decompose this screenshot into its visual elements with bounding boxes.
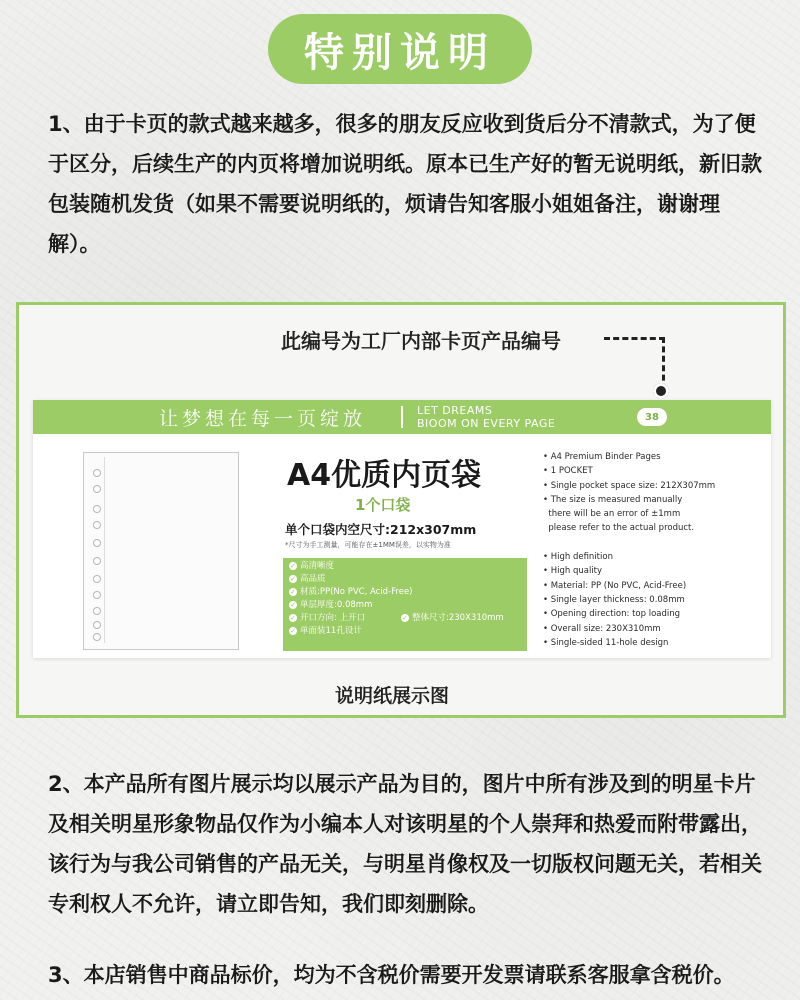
spec-list (543, 450, 763, 650)
feature-item: ✓ 高品质 (290, 574, 326, 584)
slogan-chinese: 让梦想在每一页绽放 (159, 407, 367, 430)
check-icon: ✓ (290, 587, 296, 596)
punch-hole-icon (93, 557, 101, 565)
spec-line: • The size is measured manually (543, 494, 683, 505)
feature-item: ✓ 材质:PP(No PVC, Acid-Free) (290, 587, 413, 597)
spec-line: • Opening direction: top loading (543, 609, 681, 620)
check-icon: ✓ (290, 626, 296, 635)
check-icon: ✓ (290, 561, 296, 570)
spec-line: • Overall size: 230X310mm (543, 623, 661, 634)
feature-item: ✓ 单层厚度:0.08mm (290, 600, 373, 610)
callout-label: 此编号为工厂内部卡页产品编号 (281, 329, 561, 353)
spec-line: • High quality (543, 566, 603, 577)
punch-hole-icon (93, 633, 101, 641)
product-size: 单个口袋内空尺寸:212x307mm (285, 522, 477, 537)
product-code-badge: 38 (637, 408, 667, 426)
spec-line: • Material: PP (No PVC, Acid-Free) (543, 580, 687, 591)
feature-box (283, 558, 527, 651)
spec-line: please refer to the actual product. (543, 523, 695, 534)
punched-strip (90, 457, 105, 643)
check-icon: ✓ (290, 613, 296, 622)
feature-item: ✓ 整体尺寸:230X310mm (402, 613, 504, 623)
page-title: 特别说明 (268, 14, 532, 84)
product-subtitle: 1个口袋 (355, 496, 411, 514)
punch-hole-icon (93, 485, 101, 493)
spec-line: there will be an error of ±1mm (543, 509, 681, 520)
spec-line: • High definition (543, 552, 613, 563)
callout-leader-line (604, 337, 665, 390)
punch-hole-icon (93, 607, 101, 615)
product-title: A4优质内页袋 (287, 458, 482, 493)
spec-spacer (543, 536, 763, 550)
punch-hole-icon (93, 591, 101, 599)
slogan-english-line-1: LET DREAMS (417, 404, 493, 417)
showcase-caption: 说明纸展示图 (335, 685, 450, 707)
card-header-band (33, 400, 771, 434)
spec-line: • Single layer thickness: 0.08mm (543, 594, 685, 605)
punch-hole-icon (93, 621, 101, 629)
check-icon: ✓ (402, 613, 408, 622)
note-paragraph-3: 3、本店销售中商品标价，均为不含税价需要开发票请联系客服拿含税价。 (48, 963, 735, 987)
binder-sheet-illustration (83, 452, 239, 650)
callout-marker-dot (653, 383, 669, 399)
check-icon: ✓ (290, 574, 296, 583)
note-paragraph-2: 2、本产品所有图片展示均以展示产品为目的，图片中所有涉及到的明星卡片及相关明星形象物品仅作为小编本人对该明星的个人崇拜和热爱而附带露出，该行为与我公司销售的产品无关，与明星肖像权及一切版权问题无关，若相关专利权人不允许，请立即告知，我们即刻删除。 (48, 772, 762, 916)
spec-line: • Single-sided 11-hole design (543, 637, 669, 648)
sample-showcase (16, 302, 786, 718)
punch-hole-icon (93, 539, 101, 547)
check-icon: ✓ (290, 600, 296, 609)
slogan-english-line-2: BIOOM ON EVERY PAGE (417, 417, 556, 430)
spec-line: • 1 POCKET (543, 466, 593, 477)
punch-hole-icon (93, 469, 101, 477)
note-paragraph-1: 1、由于卡页的款式越来越多，很多的朋友反应收到货后分不清款式，为了便于区分，后续生产的内页将增加说明纸。原本已生产好的暂无说明纸，新旧款包装随机发货（如果不需要说明纸的，烦请告知客服小姐姐备注，谢谢理解）。 (48, 112, 762, 256)
spec-line: • A4 Premium Binder Pages (543, 452, 661, 462)
product-size-note: *尺寸为手工测量，可能存在±1MM误差，以实物为准 (285, 541, 451, 549)
feature-item: ✓ 开口方向: 上开口 (290, 613, 366, 623)
feature-item: ✓ 单面装11孔设计 (290, 626, 362, 636)
punch-hole-icon (93, 575, 101, 583)
slogan-divider (401, 406, 403, 428)
punch-hole-icon (93, 521, 101, 529)
feature-item: ✓ 高清晰度 (290, 561, 335, 571)
spec-line: • Single pocket space size: 212X307mm (543, 480, 716, 491)
slogan-english (417, 404, 555, 430)
punch-hole-icon (93, 505, 101, 513)
instruction-card (33, 400, 771, 658)
